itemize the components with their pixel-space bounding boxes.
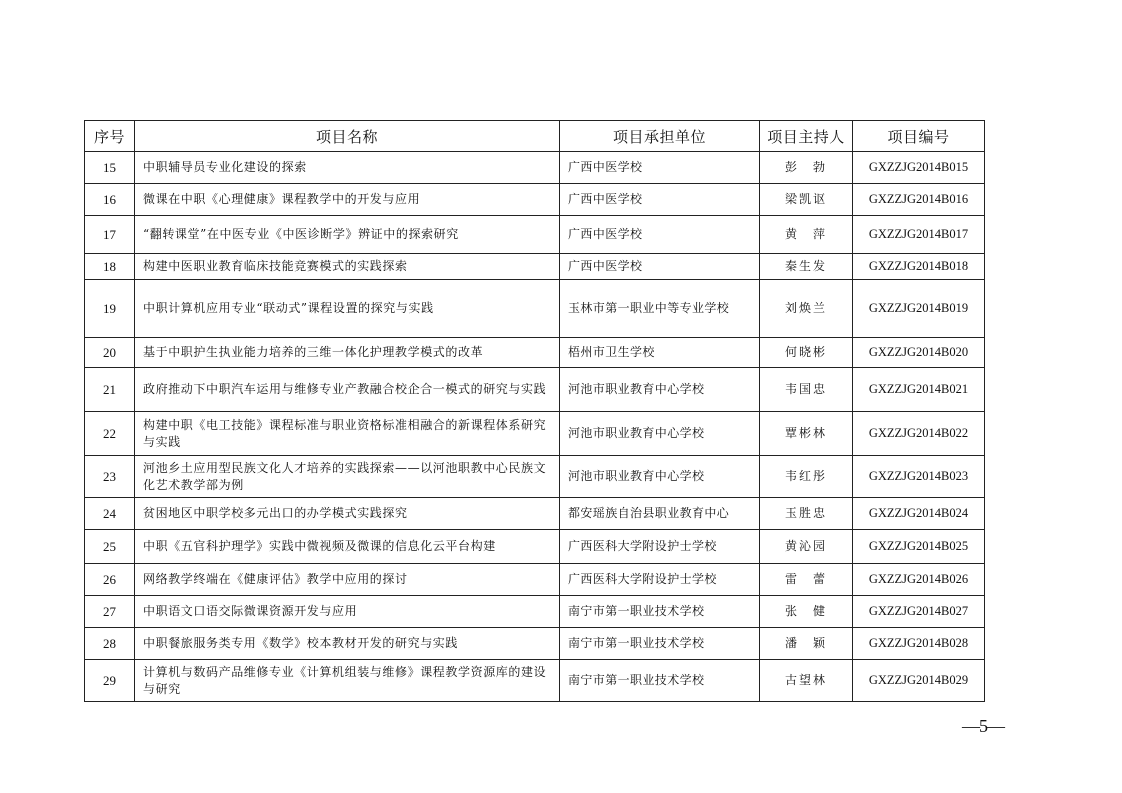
cell-code: GXZZJG2014B020 <box>853 338 985 368</box>
cell-project-name: “翻转课堂”在中医专业《中医诊断学》辨证中的探索研究 <box>135 216 560 254</box>
cell-unit: 河池市职业教育中心学校 <box>560 412 760 456</box>
cell-unit: 河池市职业教育中心学校 <box>560 456 760 498</box>
cell-code: GXZZJG2014B026 <box>853 564 985 596</box>
cell-seq: 27 <box>85 596 135 628</box>
table-row <box>85 412 985 456</box>
cell-code: GXZZJG2014B019 <box>853 280 985 338</box>
cell-project-name: 基于中职护生执业能力培养的三维一体化护理教学模式的改革 <box>135 338 560 368</box>
cell-host: 玉胜忠 <box>760 498 853 530</box>
cell-unit: 玉林市第一职业中等专业学校 <box>560 280 760 338</box>
table-row <box>85 338 985 368</box>
cell-seq: 16 <box>85 184 135 216</box>
cell-project-name: 河池乡土应用型民族文化人才培养的实践探索——以河池职教中心民族文化艺术教学部为例 <box>135 456 560 498</box>
cell-host: 黄 萍 <box>760 216 853 254</box>
cell-unit: 南宁市第一职业技术学校 <box>560 628 760 660</box>
cell-seq: 17 <box>85 216 135 254</box>
cell-host: 梁凯讴 <box>760 184 853 216</box>
cell-host: 韦红彤 <box>760 456 853 498</box>
table-row <box>85 254 985 280</box>
table-row <box>85 660 985 702</box>
cell-seq: 19 <box>85 280 135 338</box>
page-number: —5— <box>962 716 1004 736</box>
cell-seq: 20 <box>85 338 135 368</box>
header-seq: 序号 <box>85 121 135 152</box>
cell-code: GXZZJG2014B027 <box>853 596 985 628</box>
cell-seq: 24 <box>85 498 135 530</box>
cell-project-name: 贫困地区中职学校多元出口的办学模式实践探究 <box>135 498 560 530</box>
cell-project-name: 计算机与数码产品维修专业《计算机组装与维修》课程教学资源库的建设与研究 <box>135 660 560 702</box>
cell-host: 潘 颖 <box>760 628 853 660</box>
cell-unit: 广西中医学校 <box>560 152 760 184</box>
cell-host: 何晓彬 <box>760 338 853 368</box>
table-row <box>85 216 985 254</box>
cell-unit: 南宁市第一职业技术学校 <box>560 596 760 628</box>
header-project-name: 项目名称 <box>135 121 560 152</box>
cell-host: 刘焕兰 <box>760 280 853 338</box>
table-row <box>85 456 985 498</box>
cell-seq: 18 <box>85 254 135 280</box>
table-row <box>85 628 985 660</box>
cell-code: GXZZJG2014B029 <box>853 660 985 702</box>
cell-seq: 15 <box>85 152 135 184</box>
cell-host: 秦生发 <box>760 254 853 280</box>
cell-unit: 广西医科大学附设护士学校 <box>560 564 760 596</box>
header-code: 项目编号 <box>853 121 985 152</box>
cell-project-name: 构建中职《电工技能》课程标准与职业资格标准相融合的新课程体系研究与实践 <box>135 412 560 456</box>
cell-code: GXZZJG2014B018 <box>853 254 985 280</box>
cell-code: GXZZJG2014B015 <box>853 152 985 184</box>
table-row <box>85 368 985 412</box>
cell-host: 彭 勃 <box>760 152 853 184</box>
cell-seq: 23 <box>85 456 135 498</box>
table-row <box>85 280 985 338</box>
cell-host: 黄沁园 <box>760 530 853 564</box>
header-unit: 项目承担单位 <box>560 121 760 152</box>
cell-seq: 25 <box>85 530 135 564</box>
cell-unit: 广西中医学校 <box>560 184 760 216</box>
cell-host: 古望林 <box>760 660 853 702</box>
cell-seq: 26 <box>85 564 135 596</box>
cell-project-name: 中职语文口语交际微课资源开发与应用 <box>135 596 560 628</box>
cell-project-name: 中职辅导员专业化建设的探索 <box>135 152 560 184</box>
cell-code: GXZZJG2014B028 <box>853 628 985 660</box>
cell-code: GXZZJG2014B025 <box>853 530 985 564</box>
cell-host: 张 健 <box>760 596 853 628</box>
cell-unit: 广西中医学校 <box>560 216 760 254</box>
cell-unit: 广西医科大学附设护士学校 <box>560 530 760 564</box>
cell-seq: 22 <box>85 412 135 456</box>
cell-unit: 都安瑶族自治县职业教育中心 <box>560 498 760 530</box>
cell-code: GXZZJG2014B022 <box>853 412 985 456</box>
cell-seq: 29 <box>85 660 135 702</box>
table-body <box>85 152 985 702</box>
cell-unit: 广西中医学校 <box>560 254 760 280</box>
cell-host: 覃彬林 <box>760 412 853 456</box>
cell-code: GXZZJG2014B024 <box>853 498 985 530</box>
table-row <box>85 530 985 564</box>
cell-unit: 梧州市卫生学校 <box>560 338 760 368</box>
project-table <box>84 120 985 702</box>
cell-code: GXZZJG2014B016 <box>853 184 985 216</box>
table-row <box>85 498 985 530</box>
cell-project-name: 中职计算机应用专业“联动式”课程设置的探究与实践 <box>135 280 560 338</box>
cell-unit: 河池市职业教育中心学校 <box>560 368 760 412</box>
table-row <box>85 152 985 184</box>
header-host: 项目主持人 <box>760 121 853 152</box>
table-row <box>85 596 985 628</box>
cell-project-name: 构建中医职业教育临床技能竞赛模式的实践探索 <box>135 254 560 280</box>
cell-code: GXZZJG2014B017 <box>853 216 985 254</box>
cell-project-name: 中职餐旅服务类专用《数学》校本教材开发的研究与实践 <box>135 628 560 660</box>
cell-code: GXZZJG2014B023 <box>853 456 985 498</box>
cell-project-name: 微课在中职《心理健康》课程教学中的开发与应用 <box>135 184 560 216</box>
table-row <box>85 564 985 596</box>
cell-host: 韦国忠 <box>760 368 853 412</box>
cell-project-name: 政府推动下中职汽车运用与维修专业产教融合校企合一模式的研究与实践 <box>135 368 560 412</box>
cell-host: 雷 蕾 <box>760 564 853 596</box>
cell-project-name: 网络教学终端在《健康评估》教学中应用的探讨 <box>135 564 560 596</box>
table-row <box>85 184 985 216</box>
cell-project-name: 中职《五官科护理学》实践中微视频及微课的信息化云平台构建 <box>135 530 560 564</box>
cell-seq: 28 <box>85 628 135 660</box>
table-header-row <box>85 121 985 152</box>
cell-seq: 21 <box>85 368 135 412</box>
cell-code: GXZZJG2014B021 <box>853 368 985 412</box>
cell-unit: 南宁市第一职业技术学校 <box>560 660 760 702</box>
